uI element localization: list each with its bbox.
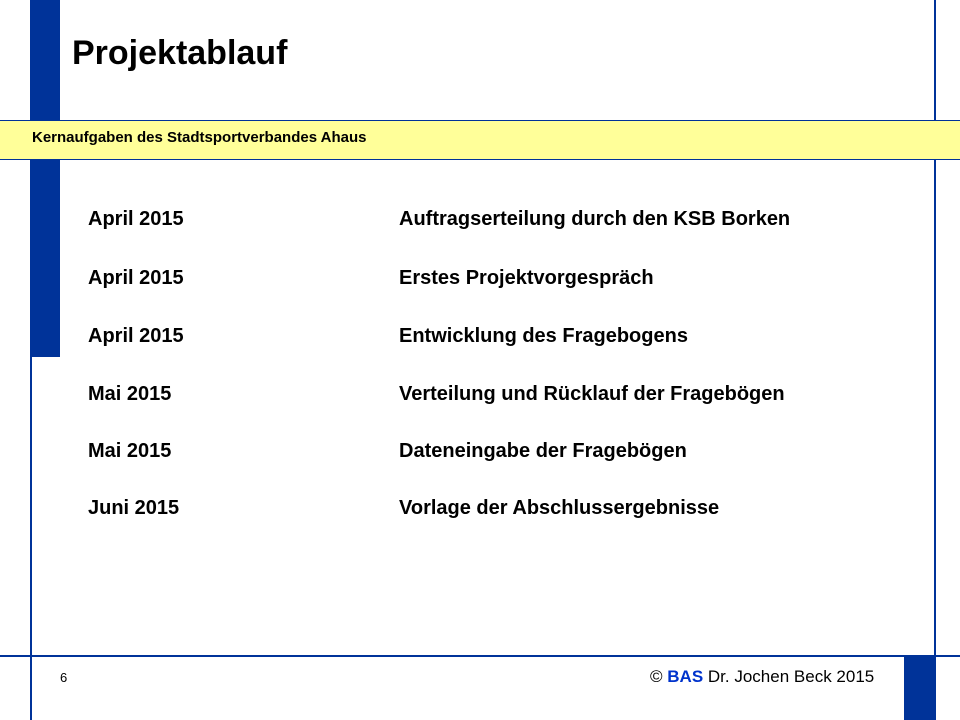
timeline-date: Mai 2015 — [88, 440, 172, 462]
author-year: Dr. Jochen Beck 2015 — [707, 667, 875, 686]
timeline-row — [88, 205, 928, 233]
timeline-date: April 2015 — [88, 267, 184, 289]
left-accent-bar — [30, 0, 60, 357]
timeline-task: Dateneingabe der Fragebögen — [399, 440, 687, 462]
timeline-task: Auftragserteilung durch den KSB Borken — [399, 208, 791, 230]
copyright-symbol: © — [650, 667, 663, 686]
slide-title: Projektablauf — [72, 34, 288, 72]
timeline-row — [88, 494, 928, 522]
timeline-task: Erstes Projektvorgespräch — [399, 267, 654, 289]
timeline-row — [88, 264, 928, 292]
timeline-row — [88, 322, 928, 350]
footer-divider — [0, 655, 960, 657]
footer-accent-block — [904, 655, 934, 720]
slide-subtitle: Kernaufgaben des Stadtsportverbandes Ahaus — [32, 129, 367, 146]
timeline-date: April 2015 — [88, 208, 184, 230]
timeline-date: Juni 2015 — [88, 497, 180, 519]
timeline-task: Verteilung und Rücklauf der Fragebögen — [399, 383, 785, 405]
timeline-task: Vorlage der Abschlussergebnisse — [399, 497, 720, 519]
timeline-date: Mai 2015 — [88, 383, 172, 405]
copyright-notice — [650, 668, 874, 685]
page-number: 6 — [60, 670, 68, 685]
timeline-task: Entwicklung des Fragebogens — [399, 325, 688, 347]
timeline-row — [88, 437, 928, 465]
timeline-date: April 2015 — [88, 325, 184, 347]
timeline-row — [88, 380, 928, 408]
organization-name: BAS — [667, 667, 704, 686]
right-border-line — [934, 0, 936, 720]
